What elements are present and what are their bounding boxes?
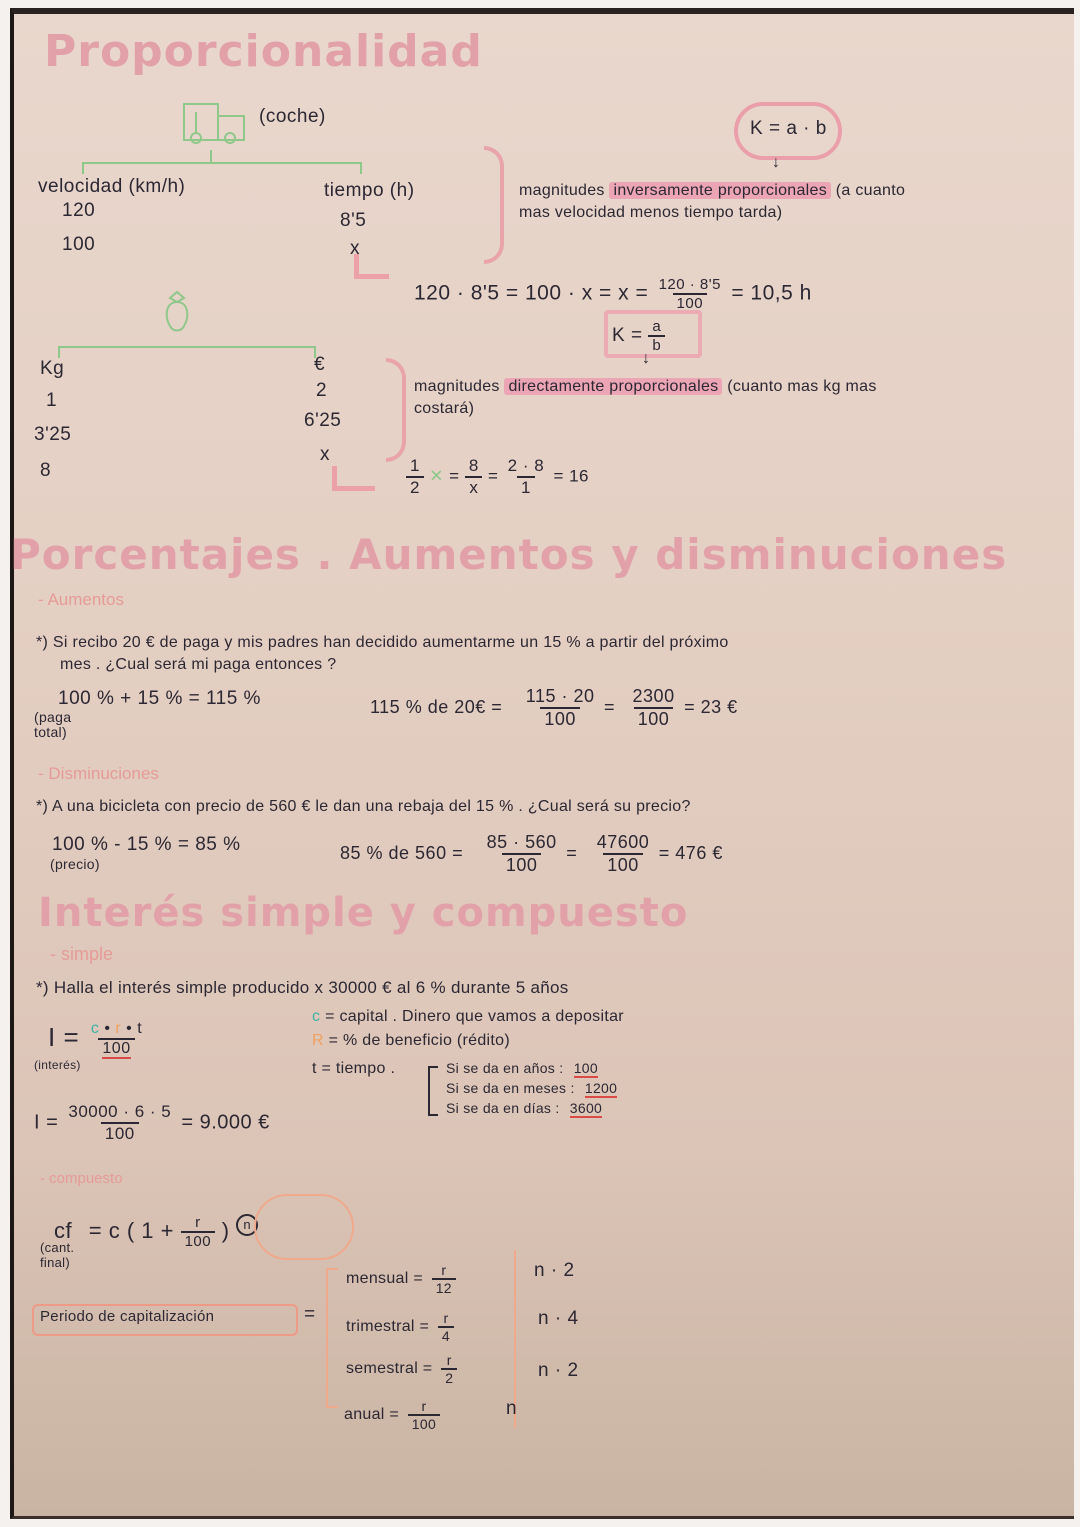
note-line: final) (40, 1255, 70, 1270)
case-days (446, 1100, 602, 1116)
period-row-mensual (346, 1262, 456, 1296)
euro-value: 6'25 (304, 410, 342, 431)
tiempo-value: 8'5 (340, 210, 367, 231)
frac-den: 100 (101, 1122, 139, 1144)
frac-den: 100 (634, 707, 674, 730)
highlight-inversamente: inversamente proporcionales (609, 182, 831, 199)
period-row-semestral (346, 1352, 457, 1386)
frac-den: 100 (408, 1414, 440, 1432)
calc-numerator: 120 · 8'5 (658, 276, 721, 293)
highlight-directamente: directamente proporcionales (504, 378, 722, 395)
tree-tick (58, 346, 60, 358)
formula-note (40, 1240, 74, 1270)
def-text: = % de beneficio (rédito) (328, 1032, 510, 1049)
brace (386, 358, 406, 462)
inverse-description (519, 182, 905, 200)
frac-den: 100 (502, 853, 542, 876)
periodo-equals: = (304, 1304, 316, 1325)
aumentos-calc: 115 % de 20€ = $\frac{115 \cdot 20}{100}$ = $\frac{2300}{100}$ = 23 € (370, 686, 738, 729)
description-text: (a cuanto (835, 182, 906, 199)
period-row-anual (344, 1398, 440, 1432)
kg-value: 1 (46, 390, 58, 411)
disminuciones-step1-note: (precio) (50, 856, 100, 872)
direct-description (414, 378, 877, 396)
formula-note: (interés) (34, 1058, 81, 1072)
arrow-right-icon (354, 254, 389, 279)
kg-value: 8 (40, 460, 52, 481)
car-icon (182, 102, 248, 144)
problem-aumentos-line1: *) Si recibo 20 € de paga y mis padres han decidido aumentarme un 15 % a partir del próximo (36, 634, 729, 651)
problem-aumentos-line2: mes . ¿Cual será mi paga entonces ? (60, 656, 337, 673)
frac-num: r (446, 1352, 452, 1368)
period-n-anual: n (506, 1398, 518, 1419)
direct-calc: $\frac{1}{2}$ ✕ = $\frac{8}{x}$ = $\frac{2 \cdot 8}{1}$ = 16 (406, 456, 589, 498)
arrow-right-icon (332, 466, 375, 491)
definition-t: t = tiempo . (312, 1060, 396, 1077)
definition-c (312, 1008, 624, 1026)
inverse-calc (414, 276, 812, 312)
frac-den: 2 (406, 476, 424, 498)
tree-tick (360, 162, 362, 174)
strawberry-icon (160, 288, 194, 336)
brace (484, 146, 504, 264)
inverse-description-line2: mas velocidad menos tiempo tarda) (519, 204, 783, 221)
calc-text: 85 % de 560 = (340, 842, 464, 863)
euro-value: 2 (316, 380, 328, 401)
col-header-velocidad: velocidad (km/h) (38, 176, 186, 197)
period-name: trimestral = (346, 1318, 430, 1336)
var-c: c (90, 1020, 100, 1037)
car-label: (coche) (259, 106, 326, 127)
k-formula-direct (612, 318, 665, 354)
bracket (326, 1268, 338, 1408)
tiempo-value: x (350, 238, 360, 259)
aumentos-step1-note: (paga total) (34, 709, 72, 740)
section-title-proporcionalidad: Proporcionalidad (44, 26, 483, 77)
formula-numerator: c • r • t (90, 1020, 143, 1037)
col-header-euro: € (314, 354, 326, 375)
euro-value: x (320, 444, 330, 465)
calc-result: = 476 € (658, 842, 723, 863)
problem-disminuciones: *) A una bicicleta con precio de 560 € le dan una rebaja del 15 % . ¿Cual será su precio? (36, 798, 691, 815)
period-n-trimestral: n · 4 (538, 1308, 579, 1329)
frac-num: 2300 (632, 686, 675, 706)
section-title-interes: Interés simple y compuesto (38, 890, 689, 936)
subsection-aumentos: - Aumentos (38, 590, 124, 609)
exponent: n (236, 1214, 258, 1236)
calc-text: 115 % de 20€ = (370, 696, 503, 717)
subsection-compuesto: - compuesto (40, 1170, 123, 1187)
frac-den: 4 (438, 1326, 454, 1344)
definition-r (312, 1032, 510, 1050)
tree-line (58, 346, 314, 348)
formula-lhs: cf (54, 1217, 73, 1243)
frac-num: 85 · 560 (486, 832, 557, 852)
frac-num: 1 (410, 456, 420, 475)
tree-tick (82, 162, 84, 174)
direct-description-line2: costará) (414, 400, 475, 417)
calc-result: = 16 (553, 466, 589, 486)
calc-result: = 10,5 h (731, 281, 812, 305)
description-text: magnitudes (519, 182, 605, 199)
compound-formula (54, 1214, 258, 1250)
col-header-kg: Kg (40, 358, 65, 379)
velocidad-value: 100 (62, 234, 96, 255)
period-n-mensual: n · 2 (534, 1260, 575, 1281)
frac-num: 2 · 8 (507, 456, 545, 475)
k-label: K = (612, 325, 643, 347)
case-value: 100 (573, 1060, 598, 1076)
frac-den: 1 (517, 476, 535, 498)
case-text: Si se da en años : (446, 1060, 564, 1076)
case-text: Si se da en meses : (446, 1080, 575, 1096)
velocidad-value: 120 (62, 200, 96, 221)
frac-num: 115 · 20 (525, 686, 595, 706)
case-value: 1200 (584, 1080, 618, 1096)
def-text: = capital . Dinero que vamos a depositar (325, 1008, 624, 1025)
arrow-down-icon: ↓ (642, 350, 651, 367)
k-num: a (652, 318, 662, 335)
disminuciones-step1: 100 % - 15 % = 85 % (52, 834, 241, 855)
notebook-page (10, 8, 1074, 1519)
calc-lhs: I = (34, 1111, 59, 1134)
col-header-tiempo: tiempo (h) (324, 180, 415, 201)
frac-den: 100 (181, 1231, 216, 1250)
subsection-disminuciones: - Disminuciones (38, 764, 159, 783)
tree-line (82, 162, 360, 164)
description-text: (cuanto mas kg mas (727, 378, 877, 395)
case-value: 3600 (569, 1100, 603, 1116)
frac-den: 2 (441, 1368, 457, 1386)
calc-left: 120 · 8'5 = 100 · x = x = (414, 281, 649, 305)
description-text: magnitudes (414, 378, 500, 395)
case-text: Si se da en días : (446, 1100, 560, 1116)
subsection-simple: - simple (50, 944, 114, 964)
def-key: R (312, 1032, 324, 1049)
problem-simple: *) Halla el interés simple producido x 30000 € al 6 % durante 5 años (36, 978, 569, 997)
highlight-circle (254, 1194, 354, 1260)
note-line: (cant. (40, 1240, 75, 1255)
period-name: anual = (344, 1406, 400, 1424)
simple-calc (34, 1102, 270, 1144)
frac-num: r (441, 1262, 447, 1278)
var-t: t (137, 1020, 143, 1037)
kg-value: 3'25 (34, 424, 72, 445)
frac-den: 100 (540, 707, 580, 730)
frac-num: r (443, 1310, 449, 1326)
periodo-label: Periodo de capitalización (40, 1308, 215, 1325)
calc-result: = 23 € (684, 696, 738, 717)
period-name: semestral = (346, 1360, 433, 1378)
frac-den: 12 (432, 1278, 456, 1296)
k-den: b (648, 335, 665, 354)
frac-num: r (421, 1398, 427, 1414)
formula-rhs-prefix: = c ( 1 + (88, 1217, 174, 1243)
period-row-trimestral (346, 1310, 454, 1344)
arrow-down-icon: ↓ (772, 154, 781, 171)
calc-result: = 9.000 € (181, 1111, 270, 1134)
k-formula-inverse: K = a · b (750, 118, 827, 139)
frac-num: 30000 · 6 · 5 (68, 1102, 172, 1121)
calc-denominator: 100 (673, 293, 708, 312)
period-name: mensual = (346, 1270, 423, 1288)
def-key: c (312, 1008, 321, 1025)
disminuciones-calc: 85 % de 560 = $\frac{85 \cdot 560}{100}$ = $\frac{47600}{100}$ = 476 € (340, 832, 723, 875)
case-years (446, 1060, 598, 1076)
var-r: r (115, 1020, 122, 1037)
frac-num: 8 (468, 456, 479, 475)
frac-num: 47600 (596, 832, 650, 852)
section-title-porcentajes: Porcentajes . Aumentos y disminuciones (10, 530, 1008, 579)
formula-rhs-suffix: ) (221, 1217, 230, 1243)
period-n-semestral: n · 2 (538, 1360, 579, 1381)
formula-lhs: I = (48, 1021, 80, 1052)
aumentos-step1: 100 % + 15 % = 115 % (58, 688, 261, 709)
frac-den: x (465, 476, 482, 498)
formula-denominator: 100 (102, 1040, 131, 1057)
simple-formula (48, 1020, 146, 1058)
bracket (428, 1066, 438, 1116)
frac-num: r (195, 1214, 201, 1231)
frac-den: 100 (603, 853, 643, 876)
tree-tick (210, 150, 212, 162)
case-months (446, 1080, 617, 1096)
